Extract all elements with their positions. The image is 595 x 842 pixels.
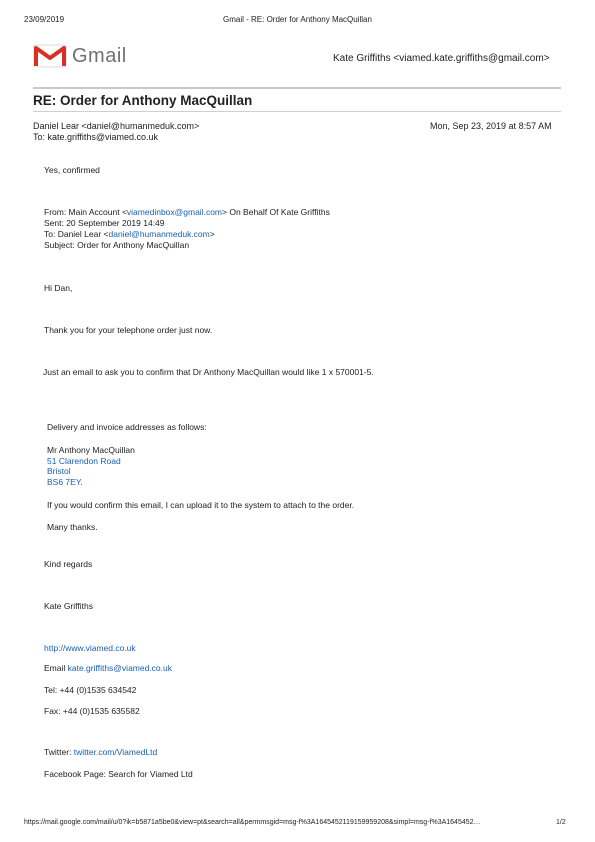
quoted-from bbox=[44, 207, 330, 217]
address-postcode-link[interactable]: BS6 7EY bbox=[47, 477, 81, 487]
address-postcode-suffix: . bbox=[80, 477, 83, 487]
quoted-from-email-link[interactable]: viamedinbox@gmail.com bbox=[126, 207, 223, 217]
quoted-from-suffix: > On Behalf Of Kate Griffiths bbox=[222, 207, 330, 217]
address-city-link[interactable]: Bristol bbox=[47, 466, 71, 476]
address-street-link[interactable]: 51 Clarendon Road bbox=[47, 456, 121, 466]
signature-fax: Fax: +44 (0)1535 635582 bbox=[44, 706, 140, 716]
twitter-link[interactable]: twitter.com/ViamedLtd bbox=[73, 747, 158, 757]
quoted-to-email-link[interactable]: daniel@humanmeduk.com bbox=[108, 229, 210, 239]
quoted-from-prefix: From: Main Account < bbox=[44, 207, 127, 217]
address-postcode bbox=[47, 477, 83, 487]
quoted-subject: Subject: Order for Anthony MacQuillan bbox=[44, 240, 190, 250]
paragraph-4: If you would confirm this email, I can upload it to the system to attach to the order. bbox=[47, 500, 355, 510]
signoff-text: Kind regards bbox=[44, 559, 93, 569]
header-divider bbox=[33, 87, 561, 89]
print-title: Gmail - RE: Order for Anthony MacQuillan bbox=[223, 15, 372, 24]
account-identity: Kate Griffiths <viamed.kate.griffiths@gmail.com> bbox=[333, 53, 550, 64]
gmail-logo-text: Gmail bbox=[72, 45, 127, 67]
thanks-text: Many thanks. bbox=[47, 522, 98, 532]
signature-email-label: Email bbox=[44, 663, 68, 673]
print-page-number: 1/2 bbox=[556, 819, 566, 826]
signature-facebook: Facebook Page: Search for Viamed Ltd bbox=[44, 769, 193, 779]
address-name: Mr Anthony MacQuillan bbox=[47, 445, 135, 455]
quoted-to-prefix: To: Daniel Lear < bbox=[44, 229, 109, 239]
print-url: https://mail.google.com/mail/u/0?ik=b5871a5be0&view=pt&search=all&permmsgid=msg-f%3A1645452119159959208&simpl=msg-f%3A1645452… bbox=[24, 819, 481, 826]
website-link[interactable]: http://www.viamed.co.uk bbox=[44, 643, 136, 653]
signature-name: Kate Griffiths bbox=[44, 601, 93, 611]
quoted-to bbox=[44, 229, 215, 239]
signature-twitter-label: Twitter: bbox=[44, 747, 74, 757]
gmail-m-icon bbox=[33, 44, 67, 73]
message-date: Mon, Sep 23, 2019 at 8:57 AM bbox=[430, 121, 552, 131]
message-sender: Daniel Lear <daniel@humanmeduk.com> bbox=[33, 121, 200, 131]
quoted-to-suffix: > bbox=[209, 229, 215, 239]
paragraph-3: Delivery and invoice addresses as follows: bbox=[47, 422, 207, 432]
signature-twitter bbox=[44, 747, 157, 757]
paragraph-2: Just an email to ask you to confirm that Dr Anthony MacQuillan would like 1 x 570001-5. bbox=[43, 367, 374, 377]
quoted-sent: Sent: 20 September 2019 14:49 bbox=[44, 218, 165, 228]
paragraph-1: Thank you for your telephone order just now. bbox=[44, 325, 213, 335]
print-date: 23/09/2019 bbox=[24, 15, 65, 24]
greeting: Hi Dan, bbox=[44, 283, 73, 293]
signature-tel: Tel: +44 (0)1535 634542 bbox=[44, 685, 137, 695]
signature-email bbox=[44, 663, 172, 673]
signature-email-link[interactable]: kate.griffiths@viamed.co.uk bbox=[67, 663, 173, 673]
subject-divider bbox=[33, 111, 561, 112]
message-subject: RE: Order for Anthony MacQuillan bbox=[33, 93, 253, 108]
reply-text: Yes, confirmed bbox=[44, 165, 100, 175]
message-recipient: To: kate.griffiths@viamed.co.uk bbox=[33, 132, 159, 142]
